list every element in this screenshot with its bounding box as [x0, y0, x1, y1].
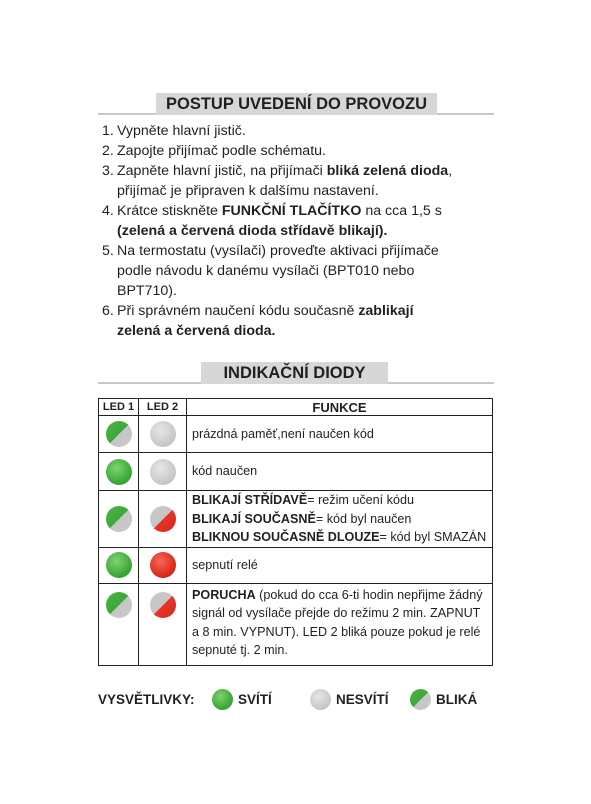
- function-text-fault: PORUCHA (pokud do cca 6-ti hodin nepřijme žádný signál od vysílače přejde do režimu 2 min. ZAPNUT a 8 min. VYPNUT). LED 2 bliká pouze pokud je relé sepnuté tj. 2 min.: [187, 583, 493, 665]
- section-header-startup: [98, 93, 494, 115]
- step-item: [102, 201, 502, 241]
- section-header-diodes: [98, 362, 494, 384]
- startup-steps-list: [102, 121, 502, 341]
- led-blink-red-icon: [150, 592, 176, 618]
- blink-mode-line: BLIKNOU SOUČASNĚ DLOUZE= kód byl SMAZÁN: [192, 530, 487, 544]
- table-row: [99, 491, 493, 548]
- step-line: Vypněte hlavní jistič.: [117, 123, 246, 139]
- step-item: [102, 161, 502, 201]
- legend-label-off: NESVÍTÍ: [336, 692, 389, 707]
- section-title-startup: POSTUP UVEDENÍ DO PROVOZU: [156, 93, 437, 115]
- step-number: 5.: [102, 243, 114, 259]
- header-funkce: FUNKCE: [187, 399, 493, 416]
- table-row: [99, 583, 493, 665]
- led-green-icon: [106, 552, 132, 578]
- legend-label-on: SVÍTÍ: [238, 692, 272, 707]
- function-text-blink-modes: [187, 491, 493, 548]
- led-off-icon: [150, 459, 176, 485]
- section-title-diodes: INDIKAČNÍ DIODY: [201, 362, 388, 384]
- step-item: [102, 141, 502, 161]
- legend-green-icon: [212, 689, 233, 710]
- step-line: Zapněte hlavní jistič, na přijímači bliká zelená dioda,: [117, 163, 453, 179]
- legend-blink-icon: [410, 689, 431, 710]
- led-indication-table: [98, 398, 493, 666]
- led-green-icon: [106, 459, 132, 485]
- table-header-row: [99, 399, 493, 416]
- function-text: prázdná paměť,není naučen kód: [187, 416, 493, 453]
- blink-mode-line: BLIKAJÍ STŘÍDAVĚ= režim učení kódu: [192, 493, 414, 507]
- step-item: [102, 241, 502, 301]
- step-line: BPT710).: [117, 283, 177, 299]
- step-number: 2.: [102, 143, 114, 159]
- led-blink-green-icon: [106, 421, 132, 447]
- function-text: sepnutí relé: [187, 547, 493, 583]
- step-line: podle návodu k danému vysílači (BPT010 nebo: [117, 263, 415, 279]
- blink-mode-line: BLIKAJÍ SOUČASNĚ= kód byl naučen: [192, 511, 412, 526]
- step-line: Při správném naučení kódu současně zablikají: [117, 303, 414, 319]
- led-blink-green-icon: [106, 592, 132, 618]
- step-line: Zapojte přijímač podle schématu.: [117, 143, 326, 159]
- table-row: [99, 416, 493, 453]
- table-row: [99, 547, 493, 583]
- led-blink-green-icon: [106, 506, 132, 532]
- step-line: Krátce stiskněte FUNKČNÍ TLAČÍTKO na cca 1,5 s: [117, 203, 442, 219]
- legend-gray-icon: [310, 689, 331, 710]
- led-blink-red-icon: [150, 506, 176, 532]
- step-number: 3.: [102, 163, 114, 179]
- step-item: [102, 121, 502, 141]
- step-item: [102, 301, 502, 341]
- legend-label-blink: BLIKÁ: [436, 692, 478, 707]
- legend-title: VYSVĚTLIVKY:: [98, 692, 195, 707]
- step-line: (zelená a červená dioda střídavě blikají).: [117, 223, 388, 239]
- step-number: 6.: [102, 303, 114, 319]
- header-led2: LED 2: [139, 399, 187, 416]
- step-line: Na termostatu (vysílači) proveďte aktivaci přijímače: [117, 243, 439, 259]
- legend: [98, 689, 498, 711]
- step-number: 1.: [102, 123, 114, 139]
- step-line: přijímač je připraven k dalšímu nastavení.: [117, 183, 379, 199]
- step-line: zelená a červená dioda.: [117, 323, 276, 339]
- table-row: [99, 453, 493, 491]
- function-text: kód naučen: [187, 453, 493, 491]
- led-off-icon: [150, 421, 176, 447]
- step-number: 4.: [102, 203, 114, 219]
- header-led1: LED 1: [99, 399, 139, 416]
- led-red-icon: [150, 552, 176, 578]
